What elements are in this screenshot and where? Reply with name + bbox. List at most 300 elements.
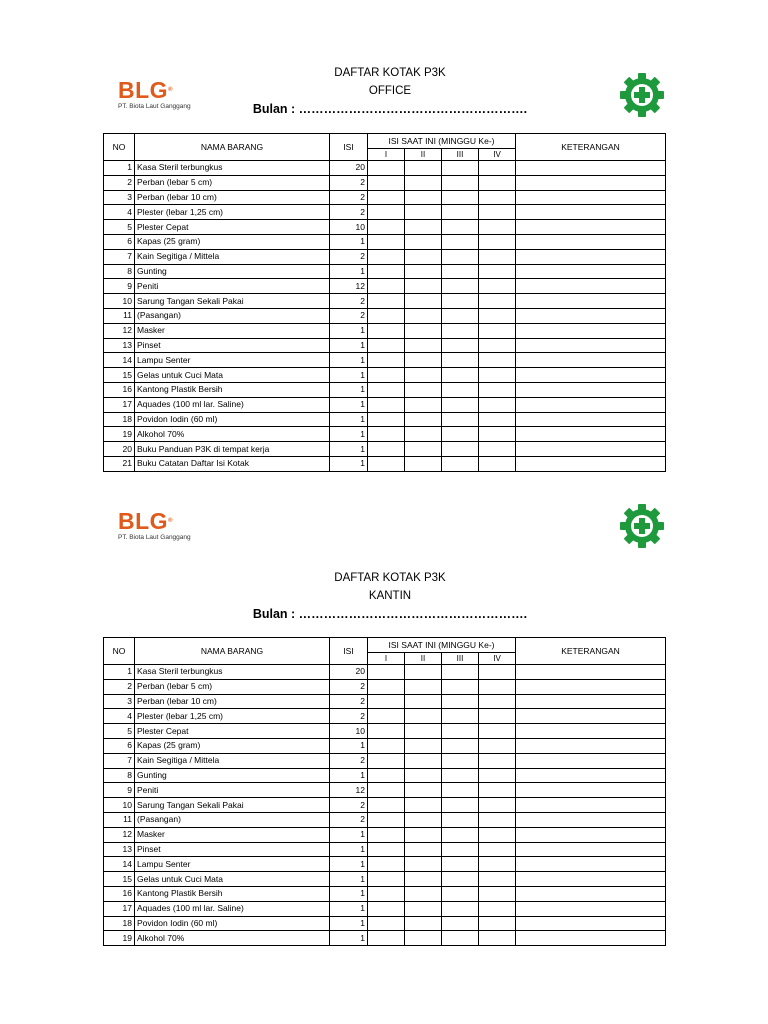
week-3-cell[interactable]: [442, 456, 479, 471]
bulan-field: Bulan : ……………………………………………….: [252, 102, 528, 116]
keterangan-cell[interactable]: [516, 205, 666, 220]
week-4-cell[interactable]: [479, 175, 516, 190]
keterangan-cell[interactable]: [516, 768, 666, 783]
week-3-cell[interactable]: [442, 665, 479, 680]
week-1-cell[interactable]: [368, 368, 405, 383]
week-1-cell[interactable]: [368, 249, 405, 264]
week-1-cell[interactable]: [368, 427, 405, 442]
table-row: [104, 738, 666, 753]
k3-safety-gear-icon: [619, 72, 665, 118]
item-name: Aquades (100 ml lar. Saline): [135, 397, 330, 412]
item-isi: 20: [330, 161, 368, 176]
week-2-cell[interactable]: [405, 161, 442, 176]
col-header-week-4: IV: [479, 149, 516, 161]
item-name: Alkohol 70%: [135, 427, 330, 442]
table-row: [104, 175, 666, 190]
col-header-nama-barang: NAMA BARANG: [135, 134, 330, 161]
table-row: [104, 427, 666, 442]
week-4-cell[interactable]: [479, 234, 516, 249]
keterangan-cell[interactable]: [516, 353, 666, 368]
week-3-cell[interactable]: [442, 442, 479, 457]
keterangan-cell[interactable]: [516, 694, 666, 709]
week-1-cell[interactable]: [368, 442, 405, 457]
week-4-cell[interactable]: [479, 783, 516, 798]
week-2-cell[interactable]: [405, 886, 442, 901]
week-3-cell[interactable]: [442, 842, 479, 857]
keterangan-cell[interactable]: [516, 412, 666, 427]
week-3-cell[interactable]: [442, 382, 479, 397]
item-name: Kasa Steril terbungkus: [135, 161, 330, 176]
week-3-cell[interactable]: [442, 857, 479, 872]
item-isi: 2: [330, 294, 368, 309]
week-4-cell[interactable]: [479, 694, 516, 709]
item-no: 8: [104, 264, 135, 279]
keterangan-cell[interactable]: [516, 901, 666, 916]
week-2-cell[interactable]: [405, 783, 442, 798]
week-3-cell[interactable]: [442, 768, 479, 783]
week-1-cell[interactable]: [368, 190, 405, 205]
week-4-cell[interactable]: [479, 308, 516, 323]
keterangan-cell[interactable]: [516, 679, 666, 694]
item-no: 16: [104, 382, 135, 397]
week-3-cell[interactable]: [442, 738, 479, 753]
keterangan-cell[interactable]: [516, 338, 666, 353]
week-3-cell[interactable]: [442, 190, 479, 205]
week-1-cell[interactable]: [368, 161, 405, 176]
keterangan-cell[interactable]: [516, 442, 666, 457]
col-header-no: NO: [104, 134, 135, 161]
table-row: [104, 338, 666, 353]
week-3-cell[interactable]: [442, 901, 479, 916]
week-1-cell[interactable]: [368, 901, 405, 916]
week-3-cell[interactable]: [442, 234, 479, 249]
week-4-cell[interactable]: [479, 294, 516, 309]
week-4-cell[interactable]: [479, 738, 516, 753]
col-header-isi-saat-ini: ISI SAAT INI (MINGGU Ke-): [368, 638, 516, 653]
header-kantin: [200, 569, 580, 623]
keterangan-cell[interactable]: [516, 724, 666, 739]
col-header-isi: ISI: [330, 134, 368, 161]
week-1-cell[interactable]: [368, 827, 405, 842]
keterangan-cell[interactable]: [516, 753, 666, 768]
week-3-cell[interactable]: [442, 694, 479, 709]
item-name: Plester (lebar 1,25 cm): [135, 709, 330, 724]
table-row: [104, 665, 666, 680]
item-no: 4: [104, 709, 135, 724]
table-row: [104, 724, 666, 739]
week-2-cell[interactable]: [405, 442, 442, 457]
week-3-cell[interactable]: [442, 323, 479, 338]
week-3-cell[interactable]: [442, 397, 479, 412]
week-2-cell[interactable]: [405, 931, 442, 946]
week-3-cell[interactable]: [442, 916, 479, 931]
item-name: Sarung Tangan Sekali Pakai: [135, 798, 330, 813]
item-name: Kantong Plastik Bersih: [135, 886, 330, 901]
week-2-cell[interactable]: [405, 205, 442, 220]
item-name: Alkohol 70%: [135, 931, 330, 946]
week-2-cell[interactable]: [405, 827, 442, 842]
item-no: 3: [104, 190, 135, 205]
week-3-cell[interactable]: [442, 368, 479, 383]
item-no: 17: [104, 397, 135, 412]
week-4-cell[interactable]: [479, 931, 516, 946]
week-4-cell[interactable]: [479, 353, 516, 368]
week-4-cell[interactable]: [479, 872, 516, 887]
week-3-cell[interactable]: [442, 220, 479, 235]
item-name: (Pasangan): [135, 308, 330, 323]
week-1-cell[interactable]: [368, 931, 405, 946]
keterangan-cell[interactable]: [516, 397, 666, 412]
week-4-cell[interactable]: [479, 368, 516, 383]
item-isi: 1: [330, 916, 368, 931]
keterangan-cell[interactable]: [516, 738, 666, 753]
item-no: 1: [104, 161, 135, 176]
keterangan-cell[interactable]: [516, 427, 666, 442]
item-isi: 20: [330, 665, 368, 680]
table-row: [104, 249, 666, 264]
week-2-cell[interactable]: [405, 382, 442, 397]
week-3-cell[interactable]: [442, 338, 479, 353]
week-1-cell[interactable]: [368, 294, 405, 309]
keterangan-cell[interactable]: [516, 323, 666, 338]
week-1-cell[interactable]: [368, 308, 405, 323]
week-1-cell[interactable]: [368, 264, 405, 279]
week-2-cell[interactable]: [405, 694, 442, 709]
item-name: Kapas (25 gram): [135, 738, 330, 753]
table-row: [104, 886, 666, 901]
week-1-cell[interactable]: [368, 916, 405, 931]
week-3-cell[interactable]: [442, 709, 479, 724]
keterangan-cell[interactable]: [516, 886, 666, 901]
table-row: [104, 264, 666, 279]
keterangan-cell[interactable]: [516, 190, 666, 205]
week-4-cell[interactable]: [479, 412, 516, 427]
col-header-keterangan: KETERANGAN: [516, 134, 666, 161]
week-1-cell[interactable]: [368, 220, 405, 235]
week-4-cell[interactable]: [479, 827, 516, 842]
item-no: 9: [104, 279, 135, 294]
week-3-cell[interactable]: [442, 308, 479, 323]
week-1-cell[interactable]: [368, 665, 405, 680]
table-row: [104, 294, 666, 309]
item-name: Gelas untuk Cuci Mata: [135, 368, 330, 383]
item-isi: 1: [330, 368, 368, 383]
week-3-cell[interactable]: [442, 931, 479, 946]
col-header-week-2: II: [405, 149, 442, 161]
logo-registered-mark: ®: [168, 518, 173, 524]
keterangan-cell[interactable]: [516, 709, 666, 724]
week-2-cell[interactable]: [405, 709, 442, 724]
col-header-week-4: IV: [479, 653, 516, 665]
item-no: 1: [104, 665, 135, 680]
table-row: [104, 916, 666, 931]
week-2-cell[interactable]: [405, 308, 442, 323]
week-4-cell[interactable]: [479, 323, 516, 338]
week-4-cell[interactable]: [479, 161, 516, 176]
week-1-cell[interactable]: [368, 456, 405, 471]
week-4-cell[interactable]: [479, 382, 516, 397]
week-3-cell[interactable]: [442, 679, 479, 694]
week-2-cell[interactable]: [405, 724, 442, 739]
item-isi: 1: [330, 234, 368, 249]
keterangan-cell[interactable]: [516, 827, 666, 842]
week-2-cell[interactable]: [405, 323, 442, 338]
item-isi: 1: [330, 827, 368, 842]
col-header-no: NO: [104, 638, 135, 665]
item-isi: 1: [330, 872, 368, 887]
item-isi: 1: [330, 931, 368, 946]
table-row: [104, 456, 666, 471]
week-2-cell[interactable]: [405, 412, 442, 427]
week-4-cell[interactable]: [479, 901, 516, 916]
item-name: Perban (lebar 5 cm): [135, 175, 330, 190]
item-name: Masker: [135, 827, 330, 842]
item-name: Perban (lebar 10 cm): [135, 190, 330, 205]
week-4-cell[interactable]: [479, 456, 516, 471]
week-2-cell[interactable]: [405, 812, 442, 827]
keterangan-cell[interactable]: [516, 872, 666, 887]
week-1-cell[interactable]: [368, 205, 405, 220]
keterangan-cell[interactable]: [516, 175, 666, 190]
week-2-cell[interactable]: [405, 901, 442, 916]
week-3-cell[interactable]: [442, 827, 479, 842]
week-2-cell[interactable]: [405, 397, 442, 412]
week-1-cell[interactable]: [368, 798, 405, 813]
week-1-cell[interactable]: [368, 724, 405, 739]
week-2-cell[interactable]: [405, 679, 442, 694]
week-2-cell[interactable]: [405, 368, 442, 383]
week-4-cell[interactable]: [479, 338, 516, 353]
week-4-cell[interactable]: [479, 442, 516, 457]
week-4-cell[interactable]: [479, 205, 516, 220]
item-isi: 12: [330, 783, 368, 798]
week-3-cell[interactable]: [442, 724, 479, 739]
item-no: 20: [104, 442, 135, 457]
week-3-cell[interactable]: [442, 279, 479, 294]
week-2-cell[interactable]: [405, 190, 442, 205]
week-4-cell[interactable]: [479, 842, 516, 857]
item-isi: 1: [330, 842, 368, 857]
item-no: 18: [104, 916, 135, 931]
week-3-cell[interactable]: [442, 353, 479, 368]
week-1-cell[interactable]: [368, 694, 405, 709]
week-4-cell[interactable]: [479, 857, 516, 872]
week-1-cell[interactable]: [368, 857, 405, 872]
week-4-cell[interactable]: [479, 264, 516, 279]
keterangan-cell[interactable]: [516, 456, 666, 471]
week-1-cell[interactable]: [368, 753, 405, 768]
keterangan-cell[interactable]: [516, 161, 666, 176]
keterangan-cell[interactable]: [516, 368, 666, 383]
week-2-cell[interactable]: [405, 738, 442, 753]
table-row: [104, 812, 666, 827]
week-2-cell[interactable]: [405, 234, 442, 249]
week-1-cell[interactable]: [368, 886, 405, 901]
item-no: 11: [104, 812, 135, 827]
week-4-cell[interactable]: [479, 190, 516, 205]
week-1-cell[interactable]: [368, 768, 405, 783]
week-4-cell[interactable]: [479, 665, 516, 680]
week-2-cell[interactable]: [405, 842, 442, 857]
item-no: 19: [104, 427, 135, 442]
keterangan-cell[interactable]: [516, 382, 666, 397]
keterangan-cell[interactable]: [516, 249, 666, 264]
week-4-cell[interactable]: [479, 886, 516, 901]
item-isi: 2: [330, 709, 368, 724]
week-1-cell[interactable]: [368, 397, 405, 412]
week-2-cell[interactable]: [405, 353, 442, 368]
keterangan-cell[interactable]: [516, 931, 666, 946]
week-2-cell[interactable]: [405, 220, 442, 235]
table-row: [104, 709, 666, 724]
item-no: 4: [104, 205, 135, 220]
week-2-cell[interactable]: [405, 768, 442, 783]
item-isi: 2: [330, 205, 368, 220]
keterangan-cell[interactable]: [516, 279, 666, 294]
week-2-cell[interactable]: [405, 753, 442, 768]
keterangan-cell[interactable]: [516, 857, 666, 872]
keterangan-cell[interactable]: [516, 783, 666, 798]
week-1-cell[interactable]: [368, 812, 405, 827]
keterangan-cell[interactable]: [516, 308, 666, 323]
item-name: Lampu Senter: [135, 353, 330, 368]
item-name: Povidon Iodin (60 ml): [135, 916, 330, 931]
page-title: DAFTAR KOTAK P3K: [334, 572, 446, 584]
table-row: [104, 931, 666, 946]
week-2-cell[interactable]: [405, 338, 442, 353]
item-name: Buku Panduan P3K di tempat kerja: [135, 442, 330, 457]
item-no: 16: [104, 886, 135, 901]
week-3-cell[interactable]: [442, 427, 479, 442]
week-3-cell[interactable]: [442, 205, 479, 220]
week-3-cell[interactable]: [442, 872, 479, 887]
item-no: 6: [104, 234, 135, 249]
item-isi: 1: [330, 442, 368, 457]
week-3-cell[interactable]: [442, 161, 479, 176]
week-2-cell[interactable]: [405, 249, 442, 264]
item-isi: 1: [330, 412, 368, 427]
page-title: DAFTAR KOTAK P3K: [334, 67, 446, 79]
table-row: [104, 753, 666, 768]
week-3-cell[interactable]: [442, 175, 479, 190]
week-1-cell[interactable]: [368, 234, 405, 249]
keterangan-cell[interactable]: [516, 294, 666, 309]
week-1-cell[interactable]: [368, 679, 405, 694]
week-2-cell[interactable]: [405, 665, 442, 680]
week-4-cell[interactable]: [479, 753, 516, 768]
keterangan-cell[interactable]: [516, 798, 666, 813]
week-2-cell[interactable]: [405, 264, 442, 279]
week-2-cell[interactable]: [405, 456, 442, 471]
week-4-cell[interactable]: [479, 812, 516, 827]
week-1-cell[interactable]: [368, 323, 405, 338]
week-1-cell[interactable]: [368, 279, 405, 294]
week-3-cell[interactable]: [442, 753, 479, 768]
item-no: 14: [104, 857, 135, 872]
week-2-cell[interactable]: [405, 294, 442, 309]
week-4-cell[interactable]: [479, 916, 516, 931]
week-1-cell[interactable]: [368, 738, 405, 753]
item-isi: 1: [330, 353, 368, 368]
item-isi: 12: [330, 279, 368, 294]
week-1-cell[interactable]: [368, 412, 405, 427]
keterangan-cell[interactable]: [516, 812, 666, 827]
week-4-cell[interactable]: [479, 679, 516, 694]
week-4-cell[interactable]: [479, 768, 516, 783]
item-name: Plester Cepat: [135, 220, 330, 235]
table-row: [104, 368, 666, 383]
item-name: Aquades (100 ml lar. Saline): [135, 901, 330, 916]
item-no: 12: [104, 323, 135, 338]
week-2-cell[interactable]: [405, 857, 442, 872]
keterangan-cell[interactable]: [516, 916, 666, 931]
week-4-cell[interactable]: [479, 798, 516, 813]
col-header-week-1: I: [368, 149, 405, 161]
week-2-cell[interactable]: [405, 427, 442, 442]
keterangan-cell[interactable]: [516, 220, 666, 235]
week-4-cell[interactable]: [479, 724, 516, 739]
week-3-cell[interactable]: [442, 812, 479, 827]
week-2-cell[interactable]: [405, 279, 442, 294]
week-1-cell[interactable]: [368, 353, 405, 368]
item-no: 19: [104, 931, 135, 946]
week-4-cell[interactable]: [479, 709, 516, 724]
item-isi: 1: [330, 456, 368, 471]
week-4-cell[interactable]: [479, 397, 516, 412]
week-3-cell[interactable]: [442, 886, 479, 901]
week-3-cell[interactable]: [442, 264, 479, 279]
keterangan-cell[interactable]: [516, 234, 666, 249]
week-2-cell[interactable]: [405, 798, 442, 813]
table-row: [104, 827, 666, 842]
week-1-cell[interactable]: [368, 338, 405, 353]
week-3-cell[interactable]: [442, 412, 479, 427]
table-row: [104, 382, 666, 397]
week-3-cell[interactable]: [442, 249, 479, 264]
week-4-cell[interactable]: [479, 279, 516, 294]
col-header-nama-barang: NAMA BARANG: [135, 638, 330, 665]
week-1-cell[interactable]: [368, 872, 405, 887]
week-2-cell[interactable]: [405, 175, 442, 190]
item-isi: 1: [330, 886, 368, 901]
week-3-cell[interactable]: [442, 783, 479, 798]
item-name: Lampu Senter: [135, 857, 330, 872]
item-no: 21: [104, 456, 135, 471]
item-isi: 1: [330, 323, 368, 338]
week-1-cell[interactable]: [368, 709, 405, 724]
week-4-cell[interactable]: [479, 220, 516, 235]
week-4-cell[interactable]: [479, 249, 516, 264]
keterangan-cell[interactable]: [516, 842, 666, 857]
week-2-cell[interactable]: [405, 916, 442, 931]
week-3-cell[interactable]: [442, 294, 479, 309]
week-3-cell[interactable]: [442, 798, 479, 813]
item-isi: 2: [330, 798, 368, 813]
week-2-cell[interactable]: [405, 872, 442, 887]
week-1-cell[interactable]: [368, 783, 405, 798]
col-header-isi-saat-ini: ISI SAAT INI (MINGGU Ke-): [368, 134, 516, 149]
keterangan-cell[interactable]: [516, 264, 666, 279]
table-row: [104, 901, 666, 916]
week-1-cell[interactable]: [368, 842, 405, 857]
week-4-cell[interactable]: [479, 427, 516, 442]
table-row: [104, 694, 666, 709]
col-header-week-3: III: [442, 653, 479, 665]
item-no: 13: [104, 842, 135, 857]
week-1-cell[interactable]: [368, 175, 405, 190]
week-1-cell[interactable]: [368, 382, 405, 397]
keterangan-cell[interactable]: [516, 665, 666, 680]
